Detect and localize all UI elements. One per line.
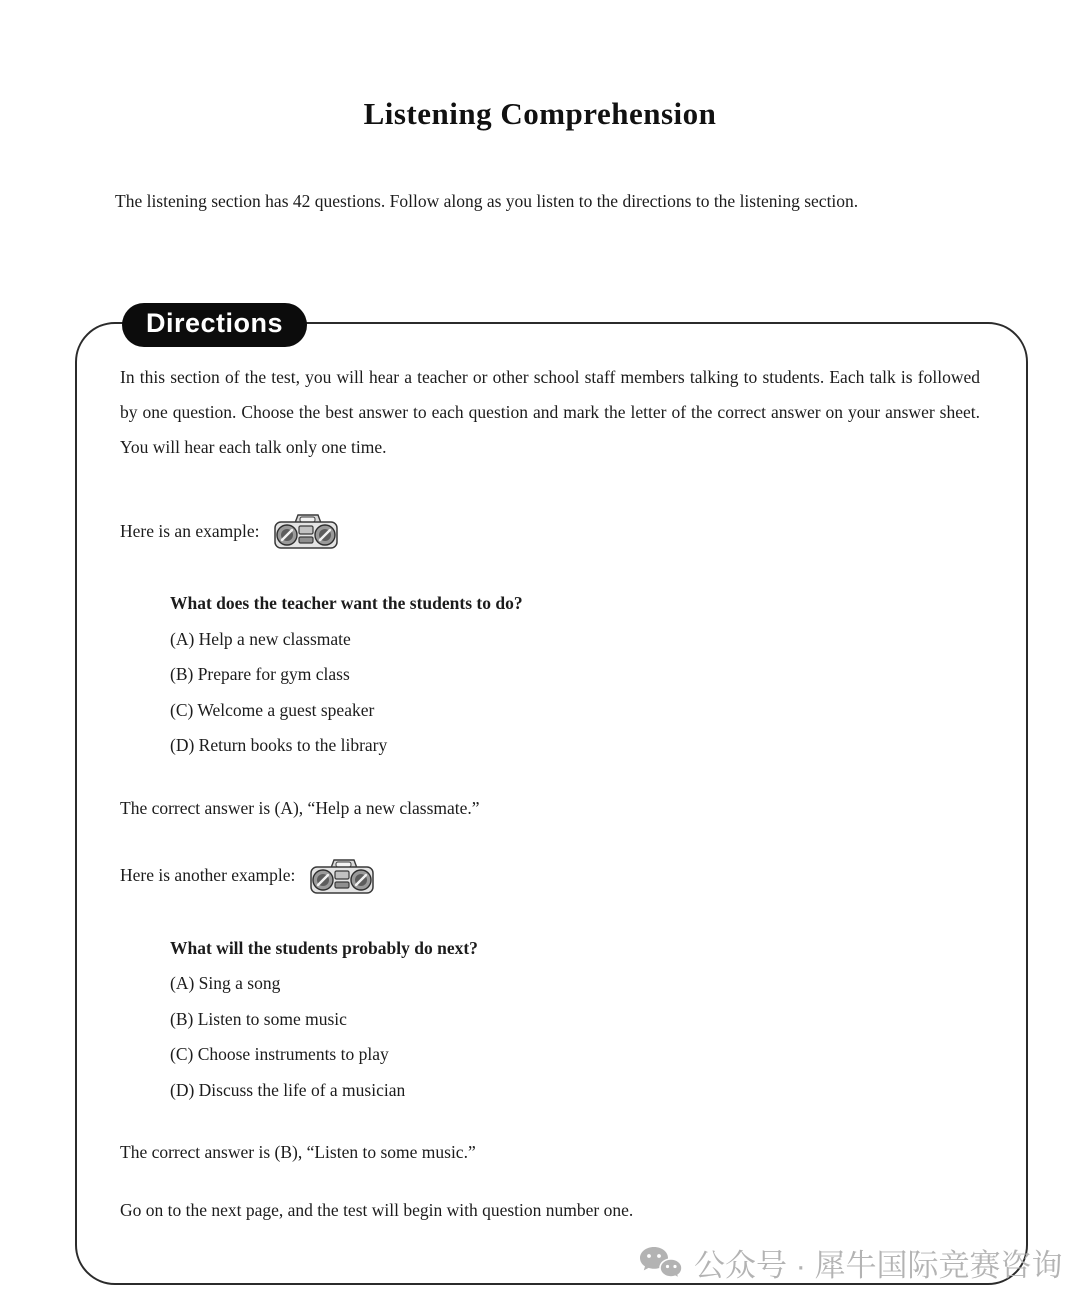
directions-badge: Directions xyxy=(122,303,307,347)
example1-option-d: (D) Return books to the library xyxy=(170,735,388,755)
directions-paragraph: In this section of the test, you will hear a teacher or other school staff members talking to students. Each talk is followed by one question. Choose the best answer to each question and mark the letter of the correct answer on your answer sheet. You will hear each talk only one time. xyxy=(120,367,980,457)
example2-option-c: (C) Choose instruments to play xyxy=(170,1044,389,1064)
example2-lead-row xyxy=(120,854,980,898)
example1-question: What does the teacher want the students to do? xyxy=(170,593,523,613)
page-title: Listening Comprehension xyxy=(363,96,717,131)
boombox-icon xyxy=(309,856,375,896)
example2-lead: Here is another example: xyxy=(120,865,296,885)
directions-box xyxy=(75,308,1028,1285)
example1-lead-row xyxy=(120,509,980,553)
wechat-icon xyxy=(638,1245,682,1281)
example1-option-a: (A) Help a new classmate xyxy=(170,628,351,649)
example2-question: What will the students probably do next? xyxy=(170,937,478,958)
boombox-icon xyxy=(273,511,339,551)
example1-lead: Here is an example: xyxy=(120,520,260,541)
example2-answer: The correct answer is (B), “Listen to some music.” xyxy=(120,1142,476,1162)
example2-option-d: (D) Discuss the life of a musician xyxy=(170,1079,406,1100)
example2-question-block xyxy=(170,931,980,1109)
watermark-text: 公众号 · 犀牛国际竞赛咨询 xyxy=(694,1248,1063,1283)
example2-option-a: (A) Sing a song xyxy=(170,973,281,993)
intro-text: The listening section has 42 questions. Follow along as you listen to the directions to the listening section. xyxy=(115,191,859,211)
example1-question-block xyxy=(170,586,980,764)
example1-option-b: (B) Prepare for gym class xyxy=(170,664,350,684)
example1-option-c: (C) Welcome a guest speaker xyxy=(170,699,375,720)
example1-answer: The correct answer is (A), “Help a new classmate.” xyxy=(120,797,480,818)
go-on-instruction: Go on to the next page, and the test will begin with question number one. xyxy=(120,1200,634,1220)
watermark xyxy=(638,1240,1063,1285)
example2-option-b: (B) Listen to some music xyxy=(170,1008,347,1029)
